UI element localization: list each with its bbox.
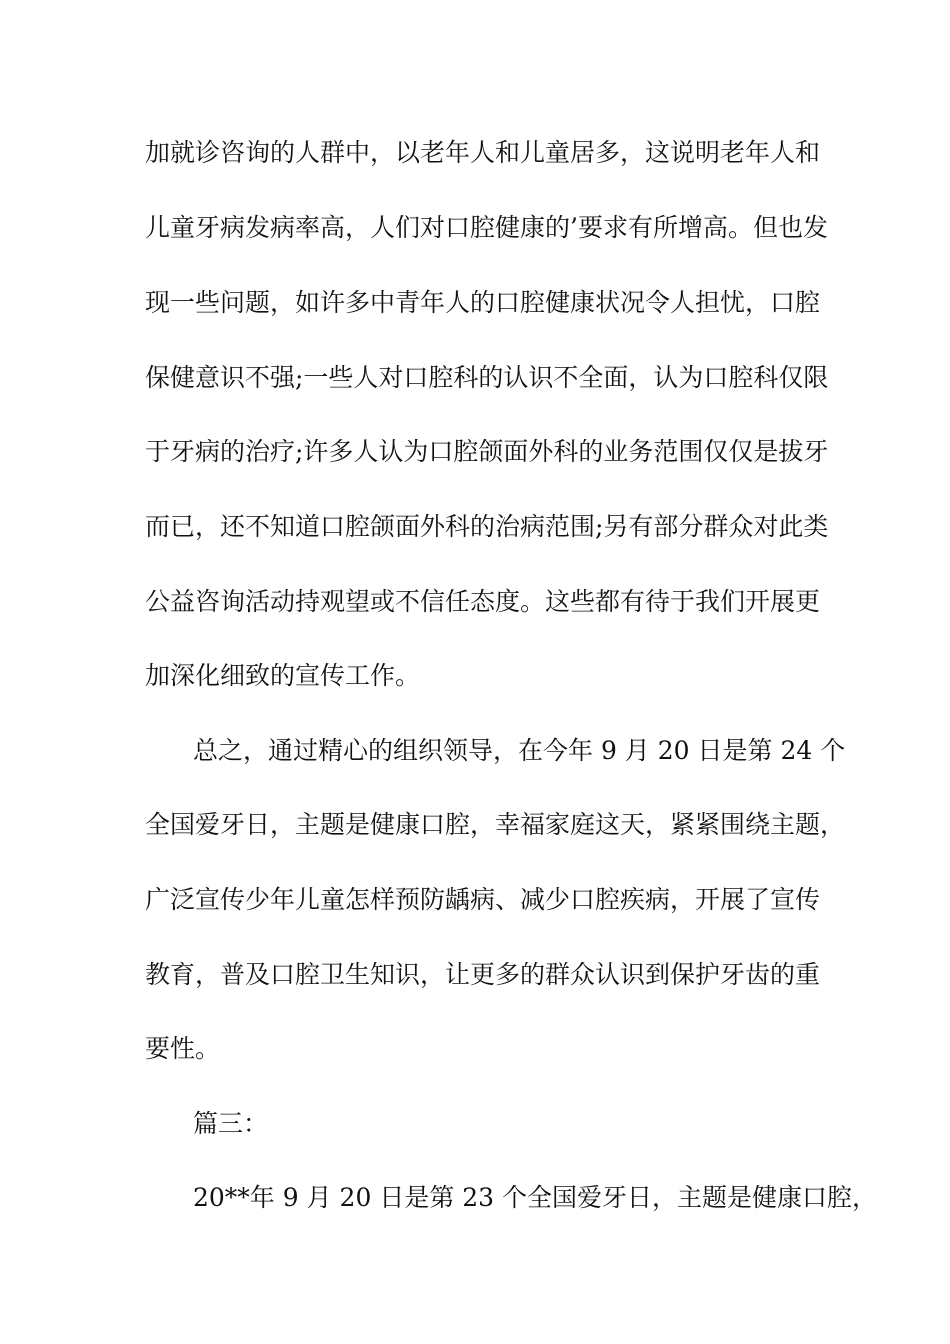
paragraph-1-line-1: 加就诊咨询的人群中，以老年人和儿童居多，这说明老年人和 xyxy=(145,138,821,167)
paragraph-2-line-4: 教育，普及口腔卫生知识，让更多的群众认识到保护牙齿的重 xyxy=(145,960,821,989)
paragraph-2-line-5: 要性。 xyxy=(145,1034,221,1063)
paragraph-1-line-2: 儿童牙病发病率高，人们对口腔健康的’要求有所增高。但也发 xyxy=(145,213,828,242)
paragraph-1-line-6: 而已，还不知道口腔颌面外科的治病范围;另有部分群众对此类 xyxy=(145,512,829,541)
section-heading: 篇三： xyxy=(193,1109,269,1138)
paragraph-1-line-7: 公益咨询活动持观望或不信任态度。这些都有待于我们开展更 xyxy=(145,587,821,616)
paragraph-2-line-3: 广泛宣传少年儿童怎样预防龋病、减少口腔疾病，开展了宣传 xyxy=(145,885,821,914)
paragraph-3-line-1: 20**年 9 月 20 日是第 23 个全国爱牙日，主题是健康口腔， xyxy=(193,1183,878,1212)
paragraph-1-line-4: 保健意识不强;一些人对口腔科的认识不全面，认为口腔科仅限 xyxy=(145,363,829,392)
paragraph-2-line-1: 总之，通过精心的组织领导，在今年 9 月 20 日是第 24 个 xyxy=(193,736,846,765)
paragraph-1-line-5: 于牙病的治疗;许多人认为口腔颌面外科的业务范围仅仅是拔牙 xyxy=(145,437,829,466)
paragraph-1-line-3: 现一些问题，如许多中青年人的口腔健康状况令人担忧，口腔 xyxy=(145,288,821,317)
paragraph-1-line-8: 加深化细致的宣传工作。 xyxy=(145,661,421,690)
paragraph-2-line-2: 全国爱牙日，主题是健康口腔，幸福家庭这天，紧紧围绕主题， xyxy=(145,810,846,839)
